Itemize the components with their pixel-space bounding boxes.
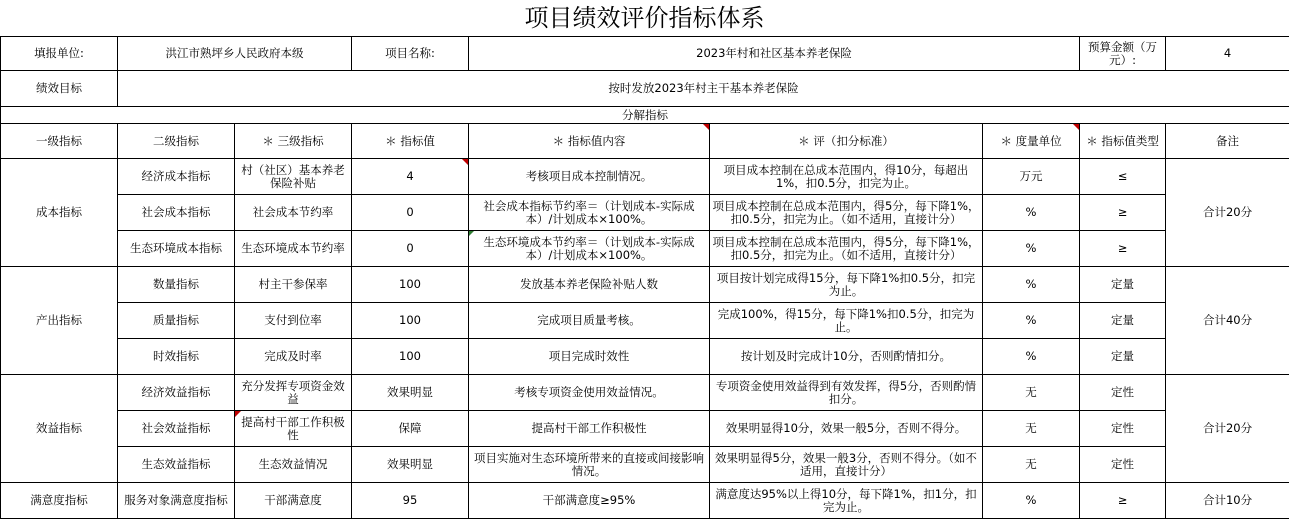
content-cell: 完成项目质量考核。 bbox=[469, 303, 710, 339]
table-row bbox=[1, 231, 1289, 267]
indicator-table bbox=[0, 36, 1289, 519]
header-cell: ＊ 三级指标 bbox=[235, 124, 352, 159]
standard-cell: 按计划及时完成计10分，否则酌情扣分。 bbox=[710, 339, 983, 375]
goal-row bbox=[1, 71, 1289, 107]
value-cell: 保障 bbox=[352, 411, 469, 447]
level2-cell: 数量指标 bbox=[118, 267, 235, 303]
content-cell: 提高村干部工作积极性 bbox=[469, 411, 710, 447]
level3-cell: 生态环境成本节约率 bbox=[235, 231, 352, 267]
level3-cell: 村（社区）基本养老保险补贴 bbox=[235, 159, 352, 195]
level3-cell: 完成及时率 bbox=[235, 339, 352, 375]
value-cell: 100 bbox=[352, 339, 469, 375]
content-cell: 生态环境成本节约率＝（计划成本-实际成本）/计划成本×100%。 bbox=[469, 231, 710, 267]
type-cell: 定性 bbox=[1080, 411, 1166, 447]
table-row bbox=[1, 267, 1289, 303]
table-row bbox=[1, 303, 1289, 339]
table-row bbox=[1, 411, 1289, 447]
value-cell: 4 bbox=[352, 159, 469, 195]
level2-cell: 生态环境成本指标 bbox=[118, 231, 235, 267]
note-cell: 合计40分 bbox=[1166, 267, 1289, 375]
value-cell: 0 bbox=[352, 231, 469, 267]
header-cell: ＊ 指标值 bbox=[352, 124, 469, 159]
type-cell: ≥ bbox=[1080, 483, 1166, 519]
note-cell: 合计10分 bbox=[1166, 483, 1289, 519]
content-cell: 干部满意度≥95% bbox=[469, 483, 710, 519]
type-cell: ≤ bbox=[1080, 159, 1166, 195]
header-cell: ＊ 指标值类型 bbox=[1080, 124, 1166, 159]
goal-value: 按时发放2023年村主干基本养老保险 bbox=[118, 71, 1289, 107]
section-row bbox=[1, 107, 1289, 124]
unit-cell: % bbox=[983, 483, 1080, 519]
standard-cell: 项目成本控制在总成本范围内，得10分，每超出1%，扣0.5分，扣完为止。 bbox=[710, 159, 983, 195]
value-cell: 100 bbox=[352, 267, 469, 303]
unit-cell: % bbox=[983, 195, 1080, 231]
unit-cell: 万元 bbox=[983, 159, 1080, 195]
type-cell: 定量 bbox=[1080, 339, 1166, 375]
unit-cell: % bbox=[983, 267, 1080, 303]
value-cell: 100 bbox=[352, 303, 469, 339]
level2-cell: 社会成本指标 bbox=[118, 195, 235, 231]
level2-cell: 经济效益指标 bbox=[118, 375, 235, 411]
unit-cell: 无 bbox=[983, 447, 1080, 483]
table-row bbox=[1, 159, 1289, 195]
header-cell: ＊ 评（扣分标准） bbox=[710, 124, 983, 159]
type-cell: ≥ bbox=[1080, 231, 1166, 267]
standard-cell: 效果明显得5分，效果一般3分，否则不得分。（如不适用，直接计分） bbox=[710, 447, 983, 483]
standard-cell: 完成100%，得15分，每下降1%扣0.5分，扣完为止。 bbox=[710, 303, 983, 339]
content-cell: 社会成本指标节约率＝（计划成本-实际成本）/计划成本×100%。 bbox=[469, 195, 710, 231]
header-cell: ＊ 指标值内容 bbox=[469, 124, 710, 159]
standard-cell: 专项资金使用效益得到有效发挥，得5分，否则酌情扣分。 bbox=[710, 375, 983, 411]
level2-cell: 时效指标 bbox=[118, 339, 235, 375]
level2-cell: 质量指标 bbox=[118, 303, 235, 339]
standard-cell: 项目成本控制在总成本范围内，得5分，每下降1%，扣0.5分，扣完为止。（如不适用，直接计分） bbox=[710, 195, 983, 231]
level3-cell: 生态效益情况 bbox=[235, 447, 352, 483]
header-cell: ＊ 度量单位 bbox=[983, 124, 1080, 159]
level3-cell: 提高村干部工作积极性 bbox=[235, 411, 352, 447]
header-cell: 一级指标 bbox=[1, 124, 118, 159]
level2-cell: 社会效益指标 bbox=[118, 411, 235, 447]
unit-value: 洪江市熟坪乡人民政府本级 bbox=[118, 37, 352, 71]
content-cell: 考核项目成本控制情况。 bbox=[469, 159, 710, 195]
content-cell: 项目实施对生态环境所带来的直接或间接影响情况。 bbox=[469, 447, 710, 483]
level1-cell: 满意度指标 bbox=[1, 483, 118, 519]
type-cell: ≥ bbox=[1080, 195, 1166, 231]
level1-cell: 效益指标 bbox=[1, 375, 118, 483]
level2-cell: 服务对象满意度指标 bbox=[118, 483, 235, 519]
level2-cell: 经济成本指标 bbox=[118, 159, 235, 195]
table-row bbox=[1, 195, 1289, 231]
note-cell: 合计20分 bbox=[1166, 159, 1289, 267]
unit-cell: 无 bbox=[983, 411, 1080, 447]
budget-label: 预算金额（万元）: bbox=[1080, 37, 1166, 71]
unit-cell: 无 bbox=[983, 375, 1080, 411]
standard-cell: 项目按计划完成得15分，每下降1%扣0.5分，扣完为止。 bbox=[710, 267, 983, 303]
section-label: 分解指标 bbox=[1, 107, 1289, 124]
value-cell: 0 bbox=[352, 195, 469, 231]
unit-cell: % bbox=[983, 303, 1080, 339]
standard-cell: 项目成本控制在总成本范围内，得5分，每下降1%，扣0.5分，扣完为止。（如不适用，直接计分） bbox=[710, 231, 983, 267]
type-cell: 定性 bbox=[1080, 447, 1166, 483]
standard-cell: 满意度达95%以上得10分，每下降1%，扣1分，扣完为止。 bbox=[710, 483, 983, 519]
table-row bbox=[1, 339, 1289, 375]
level1-cell: 成本指标 bbox=[1, 159, 118, 267]
header-cell: 二级指标 bbox=[118, 124, 235, 159]
content-cell: 项目完成时效性 bbox=[469, 339, 710, 375]
level1-cell: 产出指标 bbox=[1, 267, 118, 375]
table-row bbox=[1, 483, 1289, 519]
type-cell: 定量 bbox=[1080, 303, 1166, 339]
type-cell: 定量 bbox=[1080, 267, 1166, 303]
value-cell: 效果明显 bbox=[352, 447, 469, 483]
note-cell: 合计20分 bbox=[1166, 375, 1289, 483]
standard-cell: 效果明显得10分，效果一般5分，否则不得分。 bbox=[710, 411, 983, 447]
unit-cell: % bbox=[983, 339, 1080, 375]
unit-cell: % bbox=[983, 231, 1080, 267]
level2-cell: 生态效益指标 bbox=[118, 447, 235, 483]
page-title: 项目绩效评价指标体系 bbox=[524, 4, 765, 32]
header-row bbox=[1, 124, 1289, 159]
project-label: 项目名称: bbox=[352, 37, 469, 71]
value-cell: 效果明显 bbox=[352, 375, 469, 411]
content-cell: 考核专项资金使用效益情况。 bbox=[469, 375, 710, 411]
content-cell: 发放基本养老保险补贴人数 bbox=[469, 267, 710, 303]
goal-label: 绩效目标 bbox=[1, 71, 118, 107]
table-row bbox=[1, 447, 1289, 483]
level3-cell: 社会成本节约率 bbox=[235, 195, 352, 231]
budget-value: 4 bbox=[1166, 37, 1289, 71]
unit-label: 填报单位: bbox=[1, 37, 118, 71]
project-value: 2023年村和社区基本养老保险 bbox=[469, 37, 1080, 71]
table-row bbox=[1, 375, 1289, 411]
value-cell: 95 bbox=[352, 483, 469, 519]
header-cell: 备注 bbox=[1166, 124, 1289, 159]
level3-cell: 干部满意度 bbox=[235, 483, 352, 519]
level3-cell: 充分发挥专项资金效益 bbox=[235, 375, 352, 411]
type-cell: 定性 bbox=[1080, 375, 1166, 411]
level3-cell: 村主干参保率 bbox=[235, 267, 352, 303]
info-row bbox=[1, 37, 1289, 71]
level3-cell: 支付到位率 bbox=[235, 303, 352, 339]
